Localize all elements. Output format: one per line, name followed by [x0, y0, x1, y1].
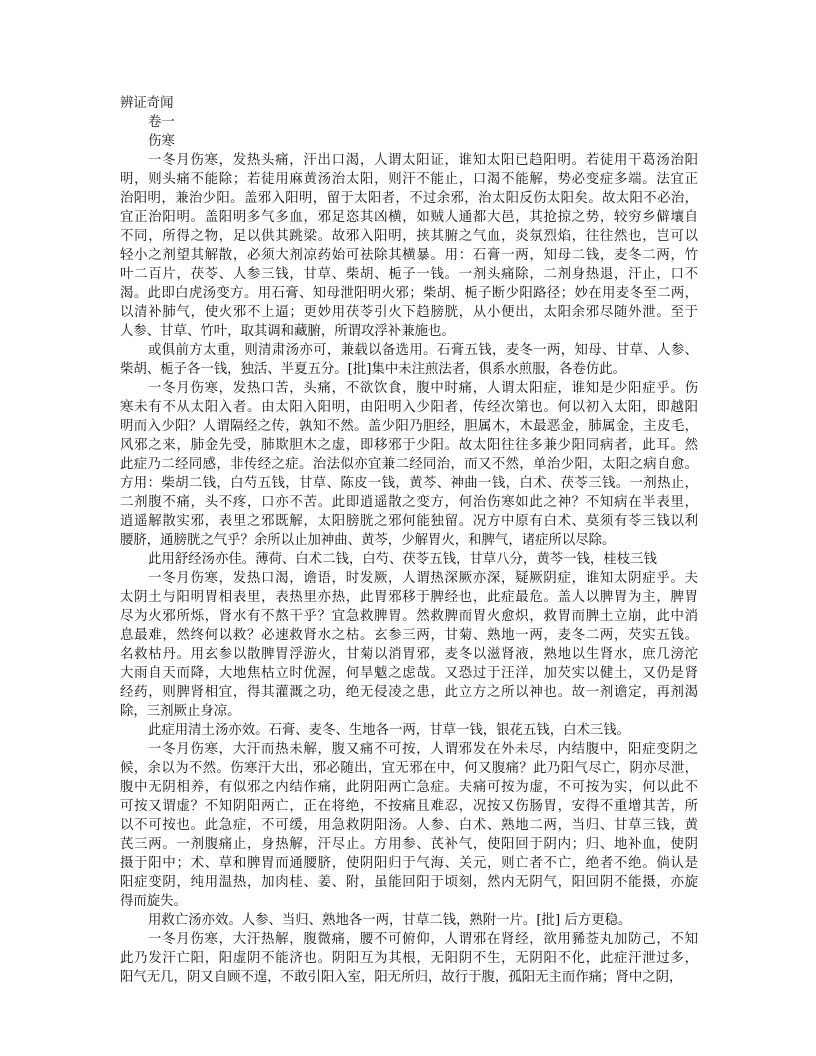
paragraph: [120, 569, 698, 721]
paragraph: [120, 721, 698, 740]
text-line: 用救亡汤亦效。人参、当归、熟地各一两，甘草二钱，熟附一片。[批] 后方更稳。: [148, 913, 632, 928]
section-heading: 伤寒: [148, 134, 175, 149]
text-line: 此症乃二经同感，非传经之症。治法似亦宜兼二经同治，而又不然，单治少阳，太阳之病自愈。: [120, 457, 698, 472]
text-line: 逍遥解散实邪，表里之邪既解，太阳膀胱之邪何能独留。况方中原有白术、莫须有苓三钱以利: [120, 514, 698, 529]
text-line: 得而旋失。: [120, 894, 187, 909]
text-line: 一冬月伤寒，发热口苦，头痛，不欲饮食，腹中时痛，人谓太阳症，谁知是少阳症乎。伤: [148, 381, 698, 396]
text-line: 此症用清土汤亦效。石膏、麦冬、生地各一两，甘草一钱，银花五钱，白术三钱。: [148, 723, 631, 738]
paragraph: [120, 151, 698, 341]
text-line: 经药，则脾肾相宜，得其灌溉之功，绝无侵凌之患，此立方之所以神也。故一剂谵定，再剂渴: [120, 685, 698, 700]
text-line: 名救枯丹。用玄参以散脾胃浮游火，甘菊以消胃邪，麦冬以滋肾液，熟地以生肾水，庶几滂沱: [120, 647, 698, 662]
text-line: 除，三剂厥止身凉。: [120, 704, 241, 719]
text-line: 寒未有不从太阳入者。由太阳入阳明，由阳明入少阳者，传经次第也。何以初入太阳，即越阳: [120, 400, 698, 415]
paragraph: [120, 911, 698, 930]
text-line: 息最难，然终何以救？必速救肾水之枯。玄参三两，甘菊、熟地一两，麦冬二两，芡实五钱。: [120, 628, 698, 643]
text-line: 明，则头痛不能除；若徒用麻黄汤治太阳，则汗不能止，口渴不能解，势必变症多端。法宜正: [120, 172, 698, 187]
text-line: 一冬月伤寒，大汗而热未解，腹又痛不可按，人谓邪发在外未尽，内结腹中，阳症变阴之: [148, 742, 698, 757]
text-line: 大雨自天而降，大地焦枯立时优渥，何旱魃之虑哉。又恐过于汪洋，加芡实以健土，又仍是肾: [120, 666, 698, 681]
body-text: [120, 151, 698, 987]
text-line: 不同，所得之物，足以供其跳梁。故邪入阳明，挟其腑之气血，炎氛烈焰，往往然也，岂可以: [120, 229, 698, 244]
volume-heading: 卷一: [148, 115, 175, 130]
text-line: 太阴土与阳明胃相表里，表热里亦热，此胃邪移于脾经也，此症最危。盖人以脾胃为主，脾胃: [120, 590, 698, 605]
text-line: 一冬月伤寒，发热口渴，谵语，时发厥，人谓热深厥亦深，疑厥阴症，谁知太阴症乎。夫: [148, 571, 698, 586]
book-title: 辨证奇闻: [120, 96, 174, 111]
paragraph: [120, 740, 698, 911]
text-line: 腹中无阴相养，有似邪之内结作痛，此阴阳两亡急症。夫痛可按为虚，不可按为实，何以此不: [120, 780, 698, 795]
text-line: 叶二百片，茯苓、人参三钱，甘草、柴胡、栀子一钱。一剂头痛除，二剂身热退，汗止，口不: [120, 267, 698, 282]
paragraph: [120, 341, 698, 379]
document-page: [120, 94, 698, 987]
text-line: 明而入少阳？人谓隔经之传，孰知不然。盖少阳乃胆经，胆属木，木最恶金，肺属金，主皮毛，: [120, 419, 698, 434]
paragraph: [120, 930, 698, 987]
text-line: 轻小之剂望其解散，必须大剂凉药始可祛除其横暴。用：石膏一两，知母二钱，麦冬二两，竹: [120, 248, 698, 263]
text-line: 芪三两。一剂腹痛止，身热解，汗尽止。方用参、芪补气，使阳回于阴内；归、地补血，使阴: [120, 837, 698, 852]
text-line: 以清补肺气，使火邪不上逼；更妙用茯苓引火下趋膀胱，从小便出，太阳余邪尽随外泄。至于: [120, 305, 698, 320]
text-line: 尽为火邪所烁，肾水有不熬干乎？宜急救脾胃。然救脾而胃火愈炽，救胃而脾土立崩，此中消: [120, 609, 698, 624]
text-line: 阳气无几，阴又自顾不遑，不敢引阳入室，阳无所归，故行于腹，孤阳无主而作痛；肾中之阴，: [120, 970, 683, 985]
text-line: 摄于阳中；术、草和脾胃而通腰脐，使阴阳归于气海、关元，则亡者不亡，绝者不绝。倘认是: [120, 856, 698, 871]
text-line: 候，余以为不然。伤寒汗大出，邪必随出，宜无邪在中，何又腹痛？此乃阳气尽亡，阴亦尽泄，: [120, 761, 698, 776]
text-line: 此乃发汗亡阳，阳虚阴不能济也。阴阳互为其根，无阳阴不生，无阴阳不化，此症汗泄过多，: [120, 951, 698, 966]
text-line: 此用舒经汤亦佳。薄荷、白术二钱，白芍、茯苓五钱，甘草八分，黄芩一钱，桂枝三钱: [148, 552, 657, 567]
paragraph: [120, 379, 698, 550]
paragraph: [120, 550, 698, 569]
text-line: 可按又谓虚？不知阴阳两亡，正在将绝，不按痛且难忍，况按又伤肠胃，安得不重增其苦，所: [120, 799, 698, 814]
text-line: 渴。此即白虎汤变方。用石膏、知母泄阳明火邪；柴胡、栀子断少阳路径；妙在用麦冬至二两，: [120, 286, 698, 301]
text-line: 方用：柴胡二钱，白芍五钱，甘草、陈皮一钱，黄芩、神曲一钱，白术、茯苓三钱。一剂热止，: [120, 476, 698, 491]
text-line: 或俱前方太重，则清肃汤亦可，兼载以备选用。石膏五钱，麦冬一两，知母、甘草、人参、: [148, 343, 698, 358]
text-line: 治阳明，兼治少阳。盖邪入阳明，留于太阳者，不过余邪，治太阳反伤太阳矣。故太阳不必治，: [120, 191, 698, 206]
text-line: 二剂腹不痛，头不疼，口亦不苦。此即逍遥散之变方，何治伤寒如此之神？不知病在半表里，: [120, 495, 698, 510]
text-line: 宜正治阳明。盖阳明多气多血，邪足恣其凶横，如贼人通都大邑，其抢掠之势，较穷乡僻壤自: [120, 210, 698, 225]
text-line: 风邪之来，肺金先受，肺欺胆木之虚，即移邪于少阳。故太阳往往多兼少阳同病者，此耳。然: [120, 438, 698, 453]
text-line: 腰脐，通膀胱之气乎？余所以止加神曲、黄芩，少解胃火，和脾气，诸症所以尽除。: [120, 533, 616, 548]
text-line: 柴胡、栀子各一钱，独活、半夏五分。[批]集中未注煎法者，俱系水煎服，各卷仿此。: [120, 362, 626, 377]
text-line: 阳症变阴，纯用温热，加肉桂、姜、附，虽能回阳于顷刻，然内无阴气，阳回阴不能摄，亦旋: [120, 875, 698, 890]
text-line: 人参、甘草、竹叶，取其调和藏腑，所谓攻浮补兼施也。: [120, 324, 455, 339]
text-line: 一冬月伤寒，大汗热解，腹微痛，腰不可俯仰，人谓邪在肾经，欲用豨莶丸加防己，不知: [148, 932, 698, 947]
text-line: 以不可按也。此急症，不可缓，用急救阴阳汤。人参、白术、熟地二两，当归、甘草三钱，黄: [120, 818, 698, 833]
text-line: 一冬月伤寒，发热头痛，汗出口渴，人谓太阳证，谁知太阳已趋阳明。若徒用干葛汤治阳: [148, 153, 698, 168]
